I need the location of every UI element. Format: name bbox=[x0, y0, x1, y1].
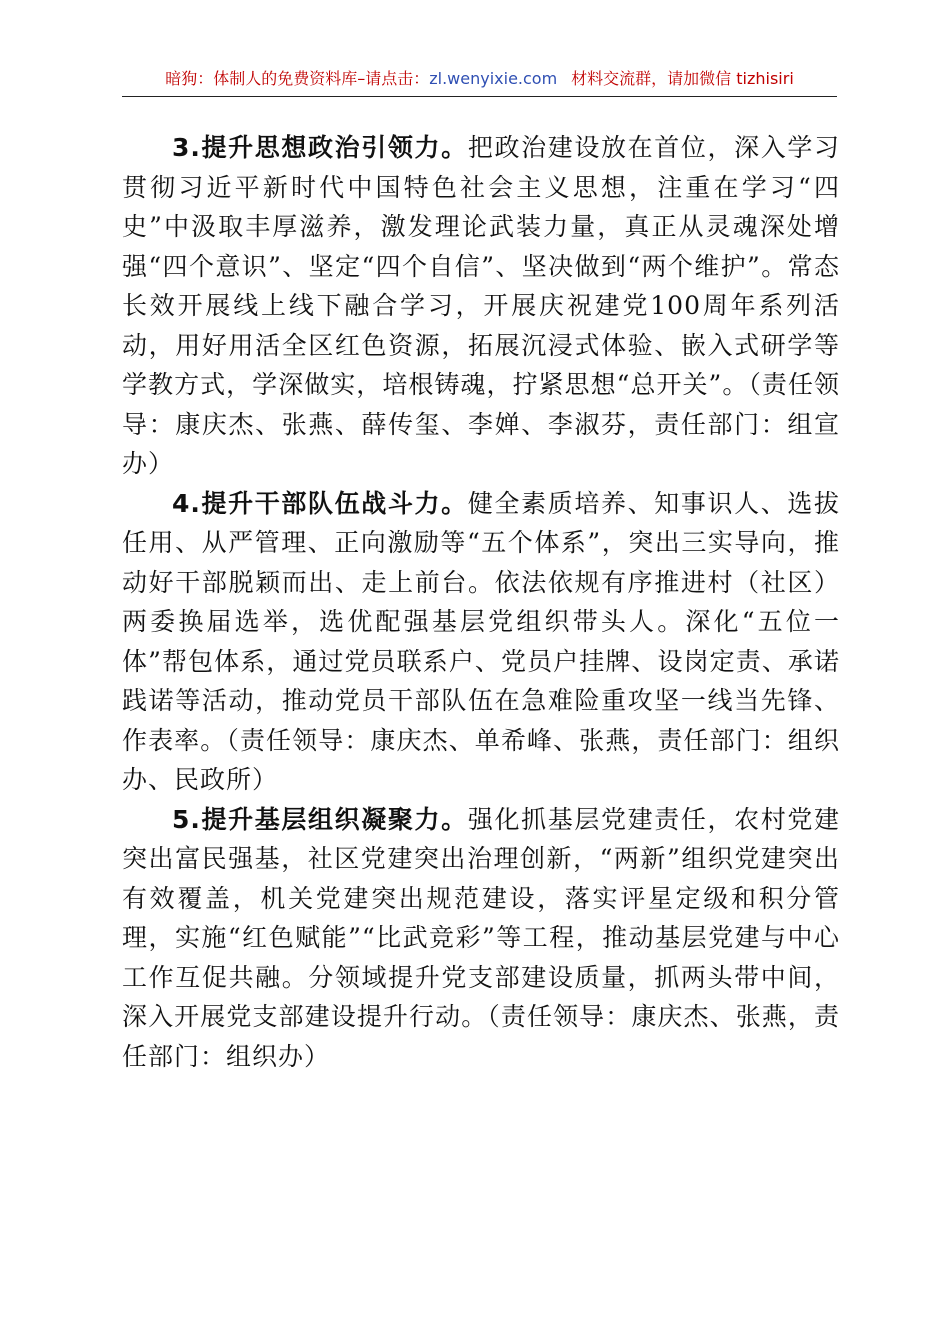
header-contact: 材料交流群，请加微信 tizhisiri bbox=[571, 69, 794, 88]
paragraph-5-text: 强化抓基层党建责任，农村党建突出富民强基，社区党建突出治理创新，“两新”组织党建突出有效覆盖，机关党建突出规范建设，落实评星定级和积分管理，实施“红色赋能”“比武竞彩”等工程，推动基层党建与中心工作互促共融。分领域提升党支部建设质量，抓两头带中间，深入开展党支部建设提升行动。（责任领导：康庆杰、张燕，责任部门：组织办） bbox=[122, 804, 840, 1071]
paragraph-5 bbox=[122, 800, 840, 1077]
paragraph-3-text: 把政治建设放在首位，深入学习贯彻习近平新时代中国特色社会主义思想，注重在学习“四史”中汲取丰厚滋养，激发理论武装力量，真正从灵魂深处增强“四个意识”、坚定“四个自信”、坚决做到“两个维护”。常态长效开展线上线下融合学习，开展庆祝建党100周年系列活动，用好用活全区红色资源，拓展沉浸式体验、嵌入式研学等学教方式，学深做实，培根铸魂，拧紧思想“总开关”。（责任领导：康庆杰、张燕、薛传玺、李婵、李淑芬，责任部门：组宣办） bbox=[122, 133, 840, 478]
paragraph-5-heading: 5.提升基层组织凝聚力。 bbox=[172, 804, 468, 834]
paragraph-4-heading: 4.提升干部队伍战斗力。 bbox=[172, 488, 468, 518]
header-url-link[interactable]: zl.wenyixie.com bbox=[429, 69, 558, 88]
header-brand: 暗狗：体制人的免费资料库 bbox=[165, 69, 358, 88]
paragraph-3 bbox=[122, 128, 840, 484]
document-body bbox=[122, 128, 840, 1076]
paragraph-4-text: 健全素质培养、知事识人、选拔任用、从严管理、正向激励等“五个体系”，突出三实导向，推动好干部脱颖而出、走上前台。依法依规有序推进村（社区）两委换届选举，选优配强基层党组织带头人。深化“五位一体”帮包体系，通过党员联系户、党员户挂牌、设岗定责、承诺践诺等活动，推动党员干部队伍在急难险重攻坚一线当先锋、作表率。（责任领导：康庆杰、单希峰、张燕，责任部门：组织办、民政所） bbox=[122, 488, 840, 794]
paragraph-3-heading: 3.提升思想政治引领力。 bbox=[172, 133, 468, 162]
page-header bbox=[122, 66, 837, 97]
paragraph-4 bbox=[122, 484, 840, 800]
header-click-prefix: –请点击： bbox=[357, 69, 430, 88]
